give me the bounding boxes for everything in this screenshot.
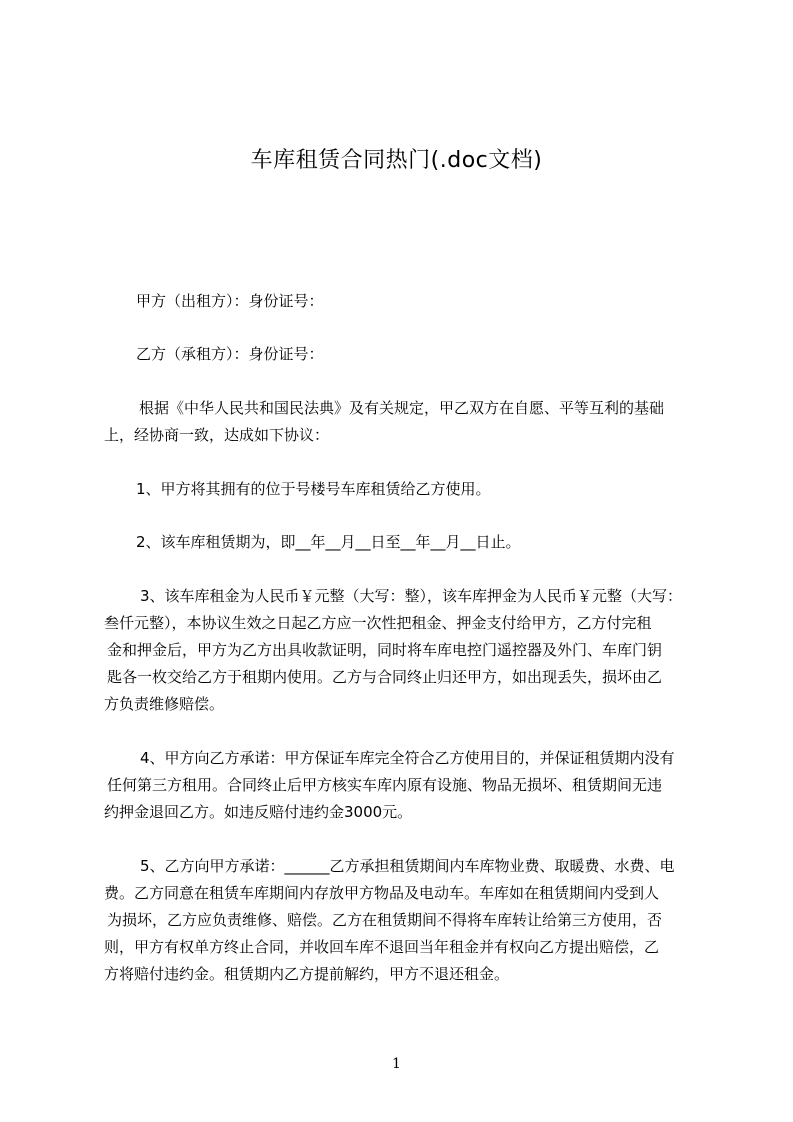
clause-line: 方负责维修赔偿。 [104,695,225,713]
clause-line: 2、该车库租赁期为，即__年__月__日至__年__月__日止。 [136,533,521,551]
party-a-line: 甲方（出租方）：身份证号： [136,292,324,310]
clause-line: 约押金退回乙方。如违反赔付违约金3000元。 [104,803,413,821]
page-number: 1 [392,1056,401,1072]
clause-line: 则，甲方有权单方终止合同，并收回车库不退回当年租金并有权向乙方提出赔偿，乙 [104,938,660,956]
clause-line: 3、该车库租金为人民币￥元整（大写：整），该车库押金为人民币￥元整（大写： [140,587,683,605]
clause-line: 费。乙方同意在租赁车库期间内存放甲方物品及电动车。车库如在租赁期间内受到人 [104,884,660,902]
clause-line: 方将赔付违约金。租赁期内乙方提前解约，甲方不退还租金。 [104,965,510,983]
preamble-line: 上，经协商一致，达成如下协议： [104,426,330,444]
clause-line: 1、甲方将其拥有的位于号楼号车库租赁给乙方使用。 [136,480,491,498]
clause-line: 4、甲方向乙方承诺：甲方保证车库完全符合乙方使用目的，并保证租赁期内没有 [140,749,675,767]
preamble-line: 根据《中华人民共和国民法典》及有关规定，甲乙双方在自愿、平等互利的基础 [139,399,665,417]
clause-line: 匙各一枚交给乙方于租期内使用。乙方与合同终止归还甲方，如出现丢失，损坏由乙 [107,668,663,686]
clause-line: 5、乙方向甲方承诺：______乙方承担租赁期间内车库物业费、取暖费、水费、电 [140,857,675,875]
clause-line: 叁仟元整），本协议生效之日起乙方应一次性把租金、押金支付给甲方，乙方付完租 [104,614,652,632]
document-title: 车库租赁合同热门(.doc文档) [250,148,543,173]
clause-line: 金和押金后，甲方为乙方出具收款证明，同时将车库电控门遥控器及外门、车库门钥 [107,641,663,659]
clause-line: 为损坏，乙方应负责维修、赔偿。乙方在租赁期间不得将车库转让给第三方使用，否 [107,911,663,929]
party-b-line: 乙方（承租方）：身份证号： [136,345,324,363]
clause-line: 任何第三方租用。合同终止后甲方核实车库内原有设施、物品无损坏、租赁期间无违 [107,776,663,794]
